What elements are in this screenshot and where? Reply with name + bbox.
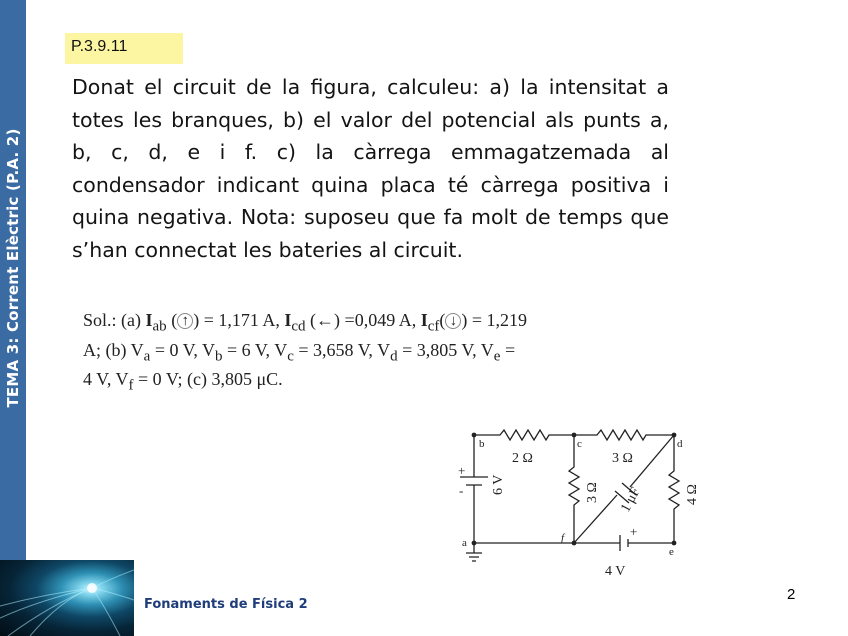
solution-block xyxy=(83,309,603,398)
node-label-a: a xyxy=(462,537,467,549)
sidebar xyxy=(0,0,26,560)
problem-id: P.3.9.11 xyxy=(65,33,183,64)
sub-b: b xyxy=(215,348,223,365)
text-run: = xyxy=(504,339,516,360)
sub-ab: ab xyxy=(152,318,167,335)
solution-line-2 xyxy=(83,339,603,369)
current-symbol: I xyxy=(145,310,153,330)
sub-cf: cf xyxy=(427,318,440,335)
problem-statement: Donat el circuit de la figura, calculeu: a) la intensitat a totes les branques, b) el valor del potencial als punts a, b, c, d, e i f. c) la càrrega emmagatzemada al condensador indicant quina placa té càrrega positiva i quina negativa. Nota: suposeu que fa molt de temps que s’han connectat les bateries al circuit. xyxy=(72,75,669,262)
text-run: A; (b) V xyxy=(83,339,144,360)
resistor-cd-label: 3 Ω xyxy=(612,451,633,466)
sidebar-title: TEMA 3: Corrent Elèctric (P.A. 2) xyxy=(4,128,22,408)
arrow-down-icon: ↓ xyxy=(445,313,461,329)
node-label-c: c xyxy=(577,438,582,450)
right-branch xyxy=(669,435,679,543)
node-label-e: e xyxy=(669,546,674,558)
page-number: 2 xyxy=(787,586,796,603)
part-a-label: (a) xyxy=(121,310,141,330)
resistor-bc-label: 2 Ω xyxy=(512,451,533,466)
node-label-b: b xyxy=(479,438,485,450)
node-label-d: d xyxy=(677,438,683,450)
text-run: = 0 V; (c) 3,805 μC. xyxy=(138,369,283,390)
left-branch xyxy=(460,435,488,543)
current-ab-value: = 1,171 A, xyxy=(203,310,280,330)
text-run: 4 V, V xyxy=(83,369,129,390)
current-symbol: I xyxy=(284,310,292,330)
corner-image xyxy=(0,560,134,636)
node-dot-a xyxy=(472,541,477,546)
circuit-diagram xyxy=(450,425,710,585)
capacitor-label: 1 μF xyxy=(618,485,644,515)
current-cf-value: ) = 1,219 xyxy=(461,310,528,330)
middle-branch xyxy=(569,435,579,543)
current-cd-value: =0,049 A, xyxy=(344,310,417,330)
node-dot-c xyxy=(572,433,577,438)
text-run: = 0 V, V xyxy=(154,339,216,360)
arrow-up-icon: ↑ xyxy=(177,313,193,329)
node-dot-e xyxy=(672,541,677,546)
resistor-de-label: 4 Ω xyxy=(685,484,700,505)
course-name: Fonaments de Física 2 xyxy=(144,597,308,612)
ground-icon xyxy=(466,543,482,561)
sub-f: f xyxy=(128,377,134,394)
node-dot-f xyxy=(572,541,577,546)
resistor-cf-label: 3 Ω xyxy=(585,482,600,503)
sub-cd: cd xyxy=(291,318,306,335)
sub-d: d xyxy=(390,348,398,365)
arrow-left-icon: (←) xyxy=(310,310,341,330)
solution-line-1: Sol.: (a) $I_{ab}$ ( ↑ ) = 1,171 A, $I_{cd}$ (←) =0,049 A, $I_{cf}$( ↓ ) = 1,219 xyxy=(83,310,528,335)
text-run: = 3,658 V, V xyxy=(298,339,391,360)
battery-bottom-plus: + xyxy=(630,524,638,539)
node-dot-b xyxy=(472,433,477,438)
battery-left-label: 6 V xyxy=(491,474,506,495)
text-run: = 6 V, V xyxy=(227,339,288,360)
node-dot-d xyxy=(672,433,677,438)
solution-line-3 xyxy=(83,368,603,398)
sub-c: c xyxy=(287,348,294,365)
current-symbol: I xyxy=(420,310,428,330)
light-streaks-graphic xyxy=(0,560,134,636)
text-run: = 3,805 V, V xyxy=(402,339,494,360)
battery-bottom-label: 4 V xyxy=(605,564,626,579)
sub-a: a xyxy=(143,348,151,365)
battery-left-minus: - xyxy=(459,483,464,498)
battery-left-plus: + xyxy=(458,463,466,478)
node-label-f: f xyxy=(561,532,565,544)
sol-label: Sol.: xyxy=(83,310,117,330)
sub-e: e xyxy=(493,348,501,365)
